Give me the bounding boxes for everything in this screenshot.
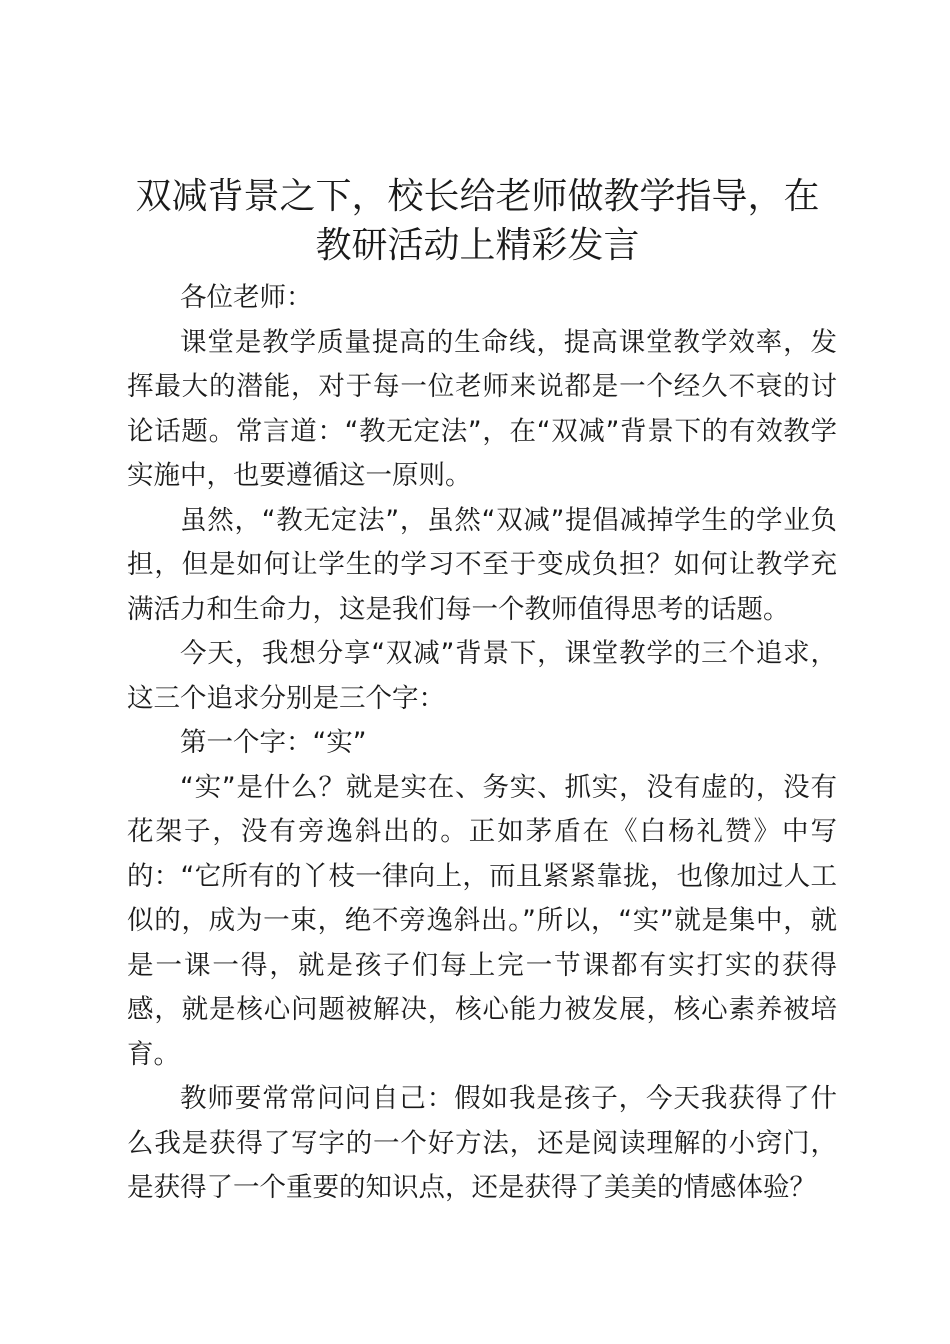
paragraph: 虽然，“教无定法”，虽然“双减”提倡减掉学生的学业负担，但是如何让学生的学习不至于变成负担？如何让教学充满活力和生命力，这是我们每一个教师值得思考的话题。 <box>127 504 837 625</box>
paragraph: 今天，我想分享“双减”背景下，课堂教学的三个追求，这三个追求分别是三个字： <box>127 638 837 714</box>
paragraph: “实”是什么？就是实在、务实、抓实，没有虚的，没有花架子，没有旁逸斜出的。正如茅盾在《白杨礼赞》中写的：“它所有的丫枝一律向上，而且紧紧靠拢，也像加过人工似的，成为一束，绝不旁逸斜出。”所以，“实”就是集中，就是一课一得，就是孩子们每上完一节课都有实打实的获得感，就是核心问题被解决，核心能力被发展，核心素养被培育。 <box>127 771 837 1070</box>
document-title: 双减背景之下，校长给老师做教学指导，在教研活动上精彩发言 <box>135 176 820 266</box>
paragraph: 课堂是教学质量提高的生命线，提高课堂教学效率，发挥最大的潜能，对于每一位老师来说都是一个经久不衰的讨论话题。常言道：“教无定法”，在“双减”背景下的有效教学实施中，也要遵循这一原则。 <box>127 326 837 491</box>
paragraph: 教师要常常问问自己：假如我是孩子，今天我获得了什么我是获得了写字的一个好方法，还是阅读理解的小窍门，是获得了一个重要的知识点，还是获得了美美的情感体验？ <box>127 1083 837 1203</box>
section-heading: 第一个字：“实” <box>180 727 367 758</box>
document-body <box>127 276 837 1211</box>
paragraph-salutation: 各位老师： <box>180 282 313 313</box>
